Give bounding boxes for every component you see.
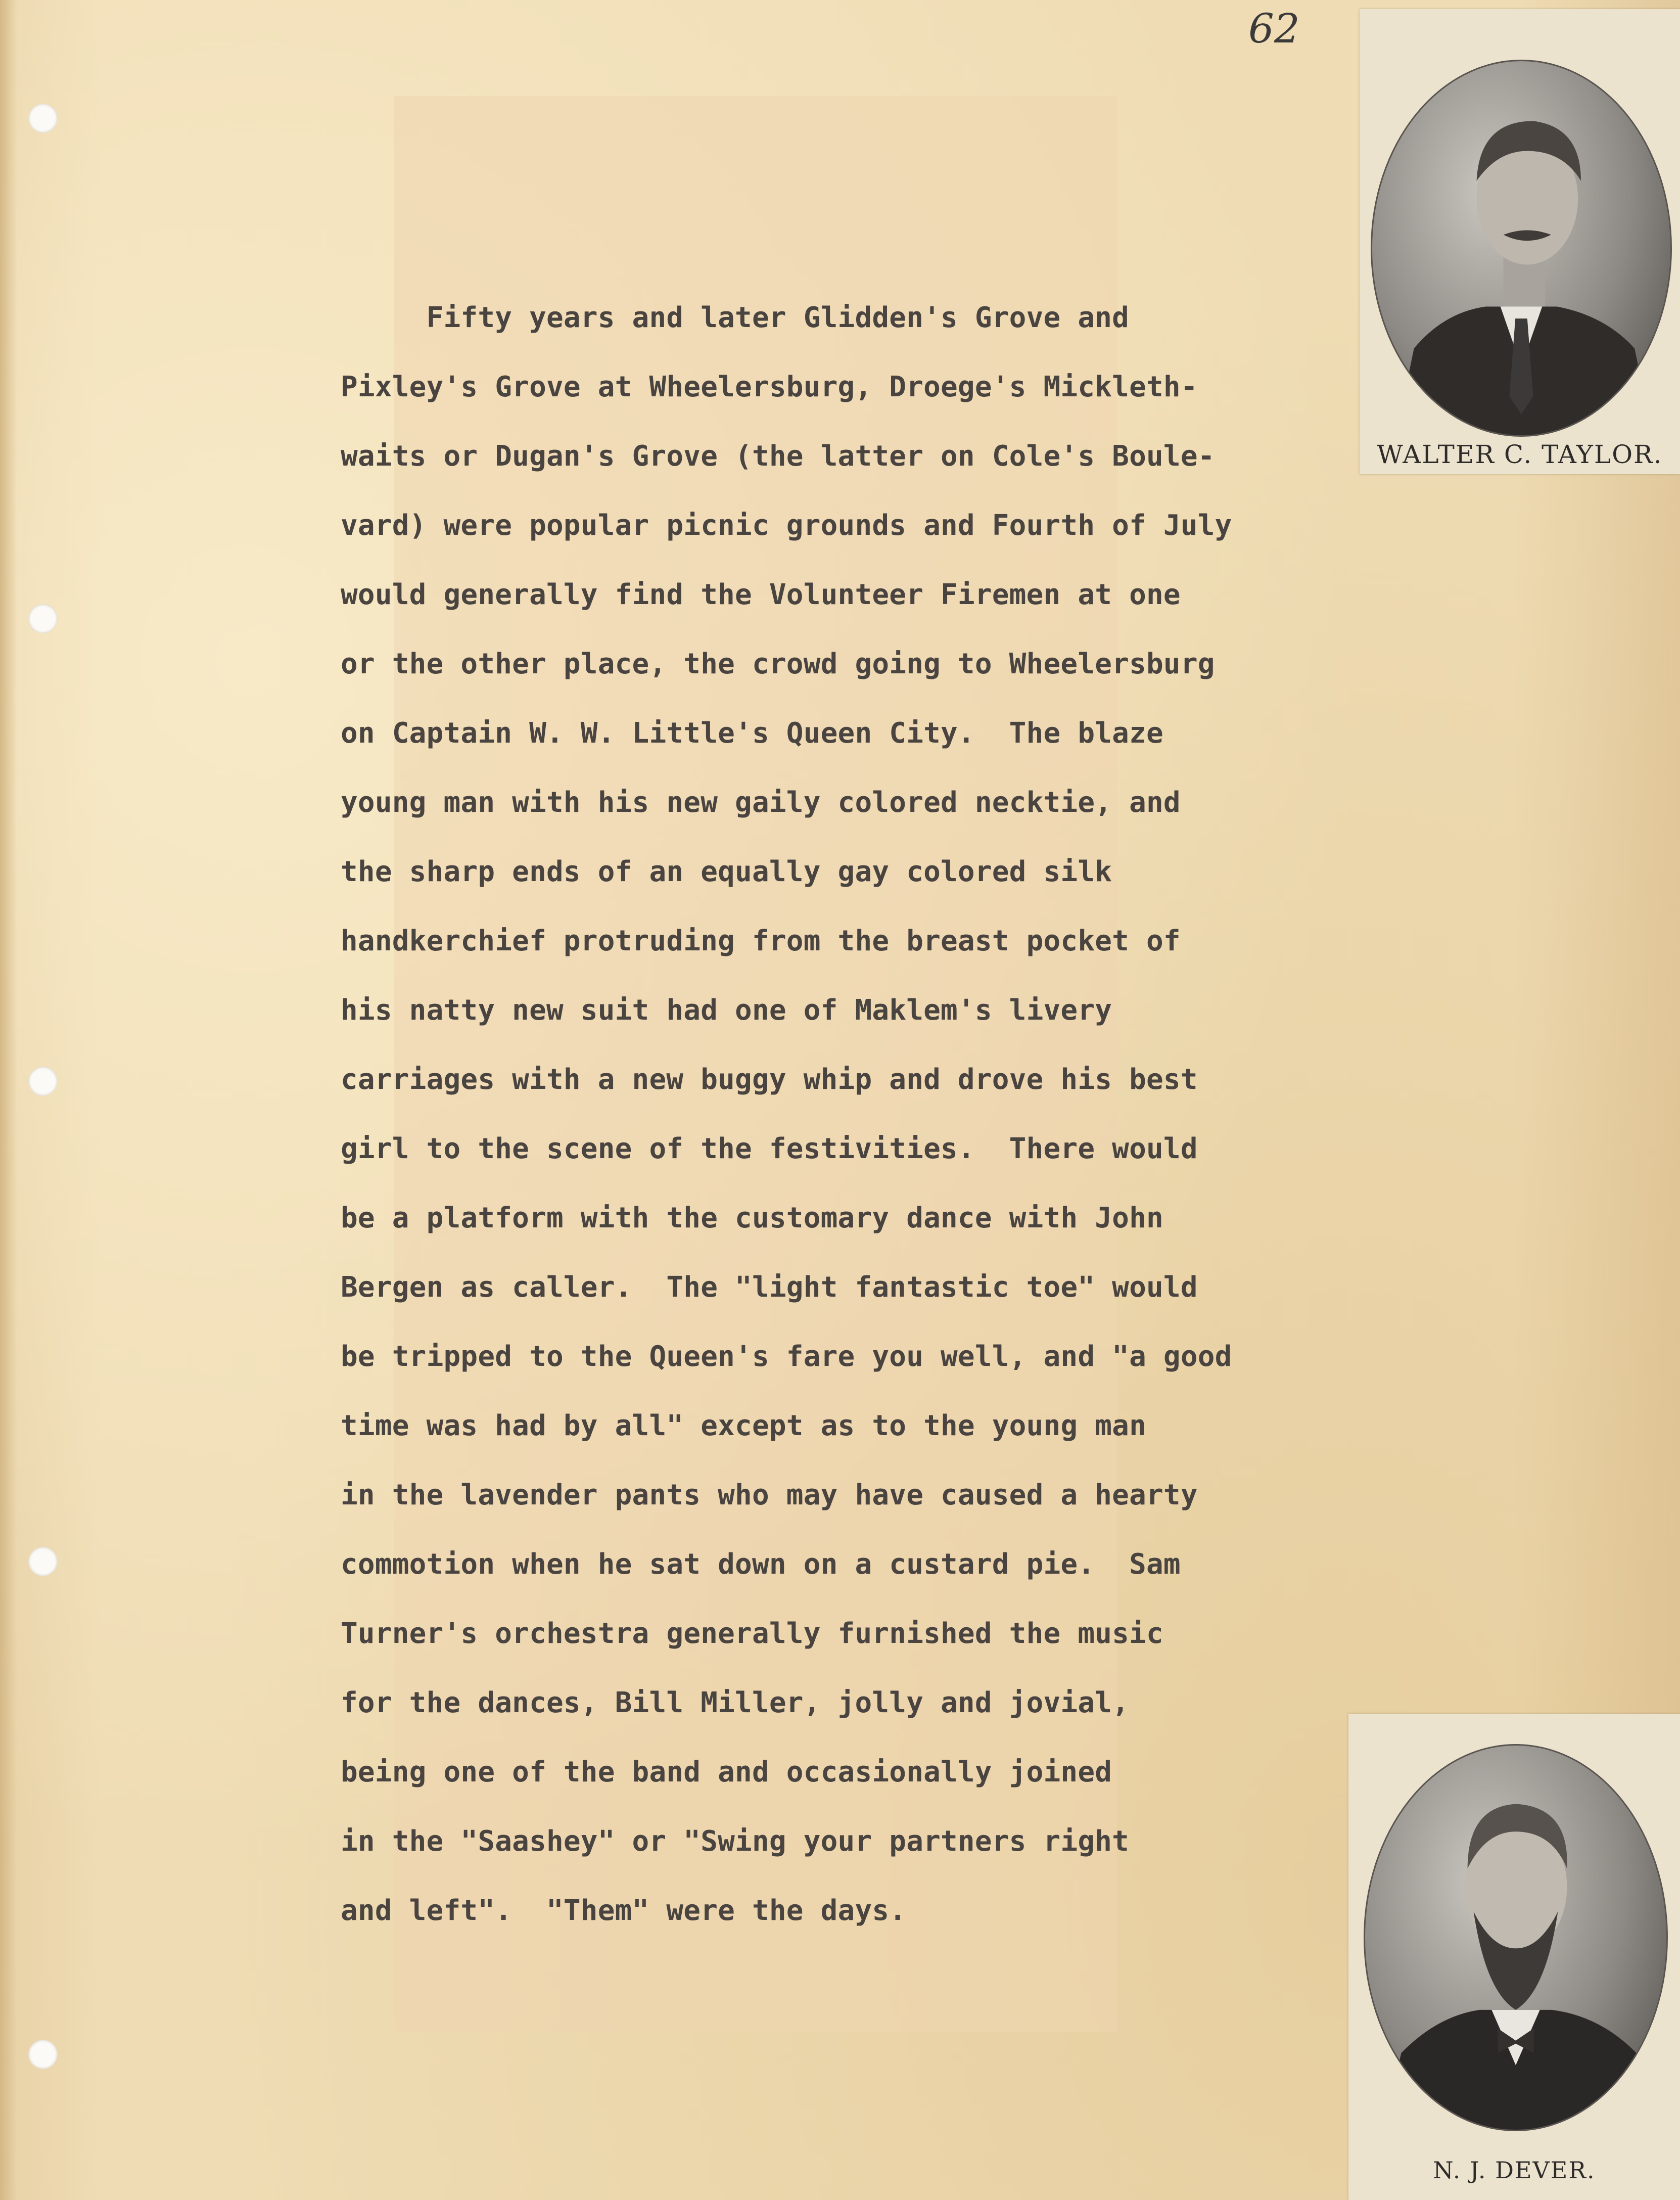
text-line: the sharp ends of an equally gay colored silk — [341, 855, 1112, 888]
text-line: waits or Dugan's Grove (the latter on Cole's Boule- — [341, 440, 1215, 473]
text-line: young man with his new gaily colored necktie, and — [341, 786, 1181, 819]
portrait-photo — [1364, 1744, 1668, 2131]
text-line: in the lavender pants who may have caused a hearty — [341, 1479, 1198, 1511]
text-line: be a platform with the customary dance with John — [341, 1202, 1163, 1234]
portrait-clipping-top — [1360, 9, 1680, 474]
text-line: commotion when he sat down on a custard pie. Sam — [341, 1548, 1181, 1581]
punch-hole — [28, 104, 58, 133]
text-line: Pixley's Grove at Wheelersburg, Droege's Mickleth- — [341, 371, 1198, 403]
text-line: Bergen as caller. The "light fantastic toe" would — [341, 1271, 1198, 1304]
text-line: Fifty years and later Glidden's Grove and — [341, 301, 1130, 334]
text-line: girl to the scene of the festivities. There would — [341, 1132, 1198, 1165]
text-line: on Captain W. W. Little's Queen City. The blaze — [341, 717, 1163, 750]
text-line: or the other place, the crowd going to Wheelersburg — [341, 648, 1215, 680]
text-line: time was had by all" except as to the young man — [341, 1409, 1146, 1442]
text-line: handkerchief protruding from the breast pocket of — [341, 925, 1181, 957]
punch-hole — [28, 1067, 58, 1096]
text-line: his natty new suit had one of Maklem's livery — [341, 994, 1112, 1027]
portrait-caption: WALTER C. TAYLOR. — [1377, 440, 1663, 469]
text-line: vard) were popular picnic grounds and Fourth of July — [341, 509, 1232, 542]
text-line: and left". "Them" were the days. — [341, 1894, 907, 1927]
punch-hole — [28, 604, 58, 633]
punch-hole — [28, 1547, 58, 1576]
typed-paragraph — [341, 283, 1422, 1945]
text-line: would generally find the Volunteer Firemen at one — [341, 578, 1181, 611]
page-number: 62 — [1248, 5, 1300, 52]
text-line: for the dances, Bill Miller, jolly and jovial, — [341, 1686, 1130, 1719]
text-line: in the "Saashey" or "Swing your partners right — [341, 1825, 1130, 1858]
text-line: be tripped to the Queen's fare you well, and "a good — [341, 1340, 1232, 1373]
text-line: Turner's orchestra generally furnished the music — [341, 1617, 1163, 1650]
text-line: carriages with a new buggy whip and drove his best — [341, 1063, 1198, 1096]
portrait-caption: N. J. DEVER. — [1433, 2157, 1596, 2184]
paper-left-edge — [0, 0, 17, 2200]
portrait-clipping-bottom — [1348, 1714, 1680, 2200]
portrait-photo — [1371, 60, 1672, 437]
text-line: being one of the band and occasionally joined — [341, 1756, 1112, 1789]
punch-hole — [28, 2040, 58, 2069]
